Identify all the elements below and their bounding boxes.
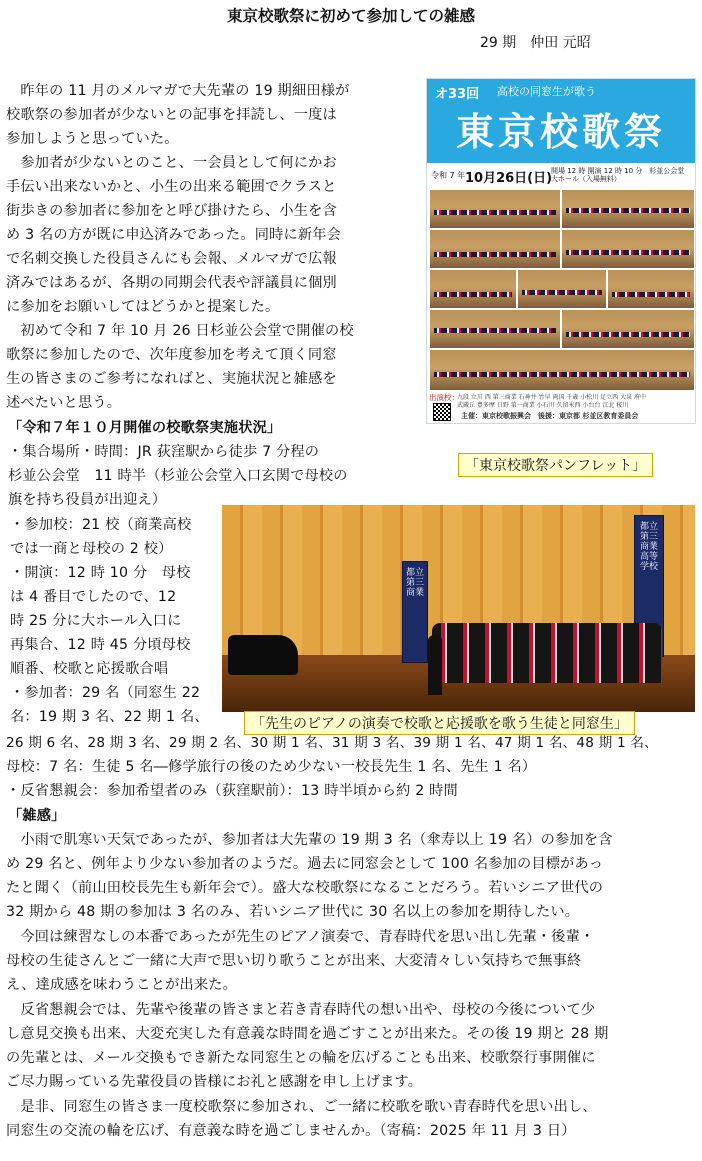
text-line: 参加者が少ないとのこと、一会員として何にかお [6,155,337,171]
pamphlet-schools-line: 九段 立川 西 第三商業 石神井 竹早 両国 千歳 小松川 足立西 大泉 府中 [457,394,646,401]
text-line: の先輩とは、メール交換もでき新たな同窓生との輪を広げることも出来、校歌祭行事開催に [6,1050,596,1066]
choir-photo [607,269,695,309]
text-line: し意見交換も出来、大変充実した有意義な時間を過ごすことが出来た。その後 19 期と 28 期 [6,1026,609,1042]
pamphlet-date-suffix: 開場 12 時 開演 12 時 10 分 杉並公会堂 大ホール（入場無料） [551,167,685,183]
pamphlet-big-title: 東京校歌祭 [455,109,666,154]
choir-photo [429,269,517,309]
pamphlet-date-prefix: 令和 7 年 [431,171,466,180]
text-line: 昨年の 11 月のメルマガで大先輩の 19 期細田様が [6,83,350,99]
concert-caption: 「先生のピアノの演奏で校歌と応援歌を歌う生徒と同窓生」 [244,711,635,735]
text-line: で名刺交換した役員さんにも会報、メルマガで広報 [6,251,337,267]
pamphlet-footer [427,391,695,423]
text-line: ・参加者：29 名（同窓生 22 [10,685,201,701]
text-line: 手伝い出来ないかと、小生の出来る範囲でクラスと [6,179,337,195]
text-line: 済みではあるが、各期の同期会代表や評議員に個別 [6,275,337,291]
text-line: 是非、同窓生の皆さま一度校歌祭に参加され、ご一緒に校歌を歌い青春時代を思い出し、 [6,1099,597,1115]
choir-photo [561,229,695,269]
text-line: 再集合、12 時 45 分頃母校 [10,637,191,653]
choir-photo [429,189,561,229]
article-title: 東京校歌祭に初めて参加しての雑感 [226,7,475,25]
choir-group [432,623,662,683]
pamphlet-caption: 「東京校歌祭パンフレット」 [458,453,653,477]
text-line: 母校：7 名：生徒 5 名―修学旅行の後のため少ない一校長先生 1 名、先生 1 名） [6,759,537,775]
pamphlet-schools-label: 出演校： [429,393,459,402]
pamphlet-organizer: 主催：東京校歌振興会 後援：東京都 杉並区教育委員会 [461,412,639,420]
text-line: 街歩きの参加者に参加をと呼び掛けたら、小生を含 [6,203,337,219]
choir-photo [429,349,695,391]
text-line: では一商と母校の 2 校） [10,541,173,557]
text-line: 校歌祭の参加者が少ないとの記事を拝読し、一度は [6,107,337,123]
text-line: 生の皆さまのご参考になればと、実施状況と雑感を [6,371,337,387]
text-line: 述べたいと思う。 [6,395,122,411]
conductor [428,635,442,695]
author-line: 29 期 仲田 元昭 [480,35,591,51]
text-line: 今回は練習なしの本番であったが先生のピアノ演奏で、青春時代を思い出し先輩・後輩・ [6,929,595,945]
banner-text: 都立第三商業高等学校 [639,522,658,572]
choir-photo [517,269,607,309]
school-banner [402,561,428,663]
text-line: に参加をお願いしてはどうかと提案した。 [6,299,280,315]
text-line: ・開演：12 時 10 分 母校 [10,565,191,581]
qr-code-icon [433,403,451,421]
choir-photo [429,229,561,269]
pamphlet-photo-grid [429,189,693,389]
text-line: 名：19 期 3 名、22 期 1 名、 [10,709,209,725]
text-line: 母校の生徒さんとご一緒に大声で思い切り歌うことが出来、大変清々しい気持ちで無事終 [6,953,582,969]
text-line: ・反省懇親会：参加希望者のみ（荻窪駅前）：13 時半頃から約 2 時間 [6,783,458,799]
concert-photo [222,505,695,712]
text-line: たと聞く（前山田校長先生も新年会で）。盛大な校歌祭になることだろう。若いシニア世代の [6,880,604,896]
piano-image [228,635,298,675]
pamphlet-header [427,79,695,163]
status-heading: 「令和７年１０月開催の校歌祭実施状況」 [8,420,282,436]
text-line: 同窓生の交流の輪を広げ、有意義な時を過ごしませんか。（寄稿：2025 年 11 月 3 日） [6,1123,576,1139]
pamphlet-date-main: 10月26日(日) [465,171,553,186]
text-line: 杉並公会堂 11 時半（杉並公会堂入口玄関で母校の [8,468,348,484]
choir-photo [561,309,695,349]
text-line: ・集合場所・時間：JR 荻窪駅から徒歩 7 分程の [8,444,320,460]
text-line: 参加しようと思っていた。 [6,131,179,147]
text-line: ご尽力賜っている先輩役員の皆様にお礼と感謝を申し上げます。 [6,1074,423,1090]
pamphlet-schools-line: 武蔵丘 豊多摩 日野 第一商業 小石川 久留米西 小台台 江北 桜川 [457,402,629,409]
text-line: 32 期から 48 期の参加は 3 名のみ、若いシニア世代に 30 名以上の参加を期待したい。 [6,904,580,920]
text-line: 歌祭に参加したので、次年度参加を考えて頂く同窓 [6,347,337,363]
text-line: ・参加校：21 校（商業高校 [10,517,192,533]
text-line: 26 期 6 名、28 期 3 名、29 期 2 名、30 期 1 名、31 期 3 名、39 期 1 名、47 期 1 名、48 期 1 名、 [6,735,658,751]
text-line: 反省懇親会では、先輩や後輩の皆さまと若き青春時代の想い出や、母校の今後について少 [6,1002,596,1018]
pamphlet-image [426,78,696,424]
text-line: 順番、校歌と応援歌合唱 [10,661,169,677]
text-line: 旗を持ち役員が出迎え） [8,492,167,508]
choir-photo [429,309,561,349]
text-line: 時 25 分に大ホール入口に [10,613,182,629]
pamphlet-date-line [427,165,695,187]
text-line: め 3 名の方が既に申込済みであった。同時に新年会 [6,227,342,243]
text-line: は 4 番目でしたので、12 [10,589,177,605]
text-line: め 29 名と、例年より少ない参加者のようだ。過去に同窓会として 100 名参加の目標があっ [6,856,604,872]
text-line: え、達成感を味わうことが出来た。 [6,977,238,993]
pamphlet-number: オ33回 [435,87,480,102]
text-line: 初めて令和 7 年 10 月 26 日杉並公会堂で開催の校 [6,323,354,339]
banner-text: 都立第三商業 [405,568,424,598]
choir-photo [561,189,695,229]
pamphlet-subtitle: 高校の同窓生が歌う [497,85,596,98]
impressions-heading: 「雑感」 [8,808,66,824]
text-line: 小雨で肌寒い天気であったが、参加者は大先輩の 19 期 3 名（傘寿以上 19 名）の参加を含 [6,832,613,848]
